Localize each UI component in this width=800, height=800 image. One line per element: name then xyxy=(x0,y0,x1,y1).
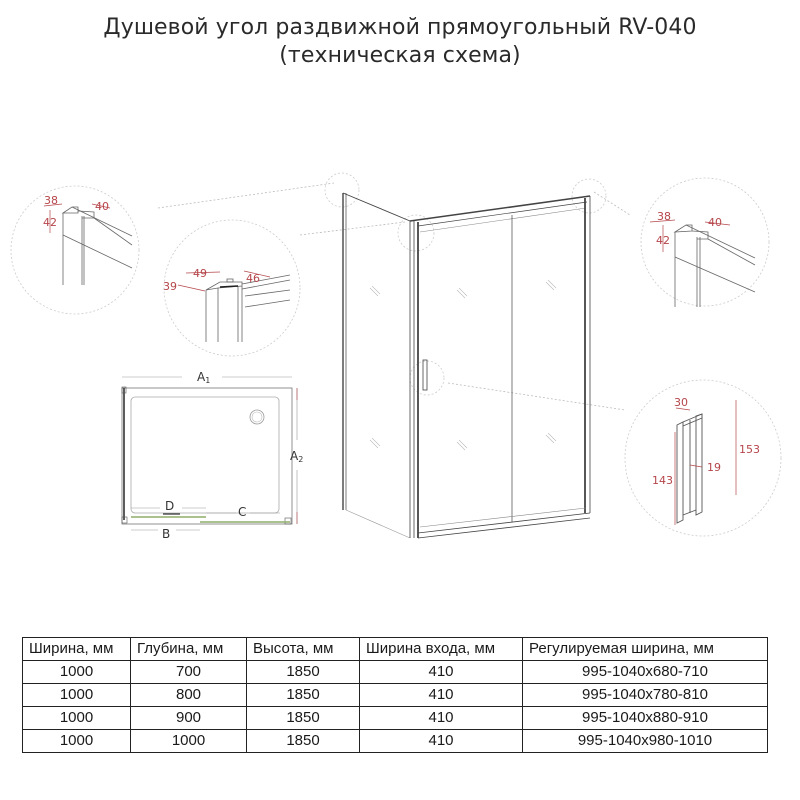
header-depth: Глубина, мм xyxy=(131,638,247,661)
dim-42-right: 42 xyxy=(656,234,670,247)
dim-38-right: 38 xyxy=(657,210,671,223)
label-c: C xyxy=(238,505,247,519)
table-row xyxy=(23,684,768,707)
cell: 1850 xyxy=(247,707,360,730)
header-entry-width: Ширина входа, мм xyxy=(360,638,523,661)
cell: 700 xyxy=(131,661,247,684)
cell: 1000 xyxy=(23,661,131,684)
header-height: Высота, мм xyxy=(247,638,360,661)
title-line-2: (техническая схема) xyxy=(279,43,521,68)
callout-top-right-profile xyxy=(641,178,769,307)
spec-table xyxy=(22,637,768,753)
cell: 1000 xyxy=(131,730,247,753)
dim-42-left: 42 xyxy=(43,216,57,229)
label-b: B xyxy=(162,527,171,541)
label-a2: A2 xyxy=(290,449,304,464)
dim-153: 153 xyxy=(739,443,760,456)
dim-30: 30 xyxy=(674,396,688,409)
callout-door-profile xyxy=(163,220,300,356)
dim-143: 143 xyxy=(652,474,673,487)
cell: 410 xyxy=(360,730,523,753)
table-header-row xyxy=(23,638,768,661)
table-row xyxy=(23,707,768,730)
label-d: D xyxy=(165,499,175,513)
dim-38-left: 38 xyxy=(44,194,58,207)
header-width: Ширина, мм xyxy=(23,638,131,661)
dim-19: 19 xyxy=(707,461,721,474)
table-row xyxy=(23,730,768,753)
cell: 995-1040x880-910 xyxy=(523,707,768,730)
cell: 1850 xyxy=(247,684,360,707)
dim-40-right: 40 xyxy=(708,216,722,229)
callout-handle xyxy=(625,380,781,536)
callout-top-left-profile xyxy=(11,186,139,314)
leader-lines xyxy=(158,183,630,410)
title-line-1: Душевой угол раздвижной прямоугольный RV-040 xyxy=(103,15,697,40)
cell: 995-1040x780-810 xyxy=(523,684,768,707)
cell: 410 xyxy=(360,684,523,707)
cell: 410 xyxy=(360,661,523,684)
label-a1: A1 xyxy=(197,370,211,385)
cell: 1850 xyxy=(247,730,360,753)
dim-49: 49 xyxy=(193,267,207,280)
plan-view xyxy=(122,370,303,541)
shower-enclosure xyxy=(325,173,606,538)
cell: 900 xyxy=(131,707,247,730)
cell: 1850 xyxy=(247,661,360,684)
cell: 995-1040x980-1010 xyxy=(523,730,768,753)
cell: 1000 xyxy=(23,707,131,730)
header-adjustable-width: Регулируемая ширина, мм xyxy=(523,638,768,661)
dim-46: 46 xyxy=(246,272,260,285)
cell: 1000 xyxy=(23,730,131,753)
cell: 995-1040x680-710 xyxy=(523,661,768,684)
cell: 1000 xyxy=(23,684,131,707)
cell: 800 xyxy=(131,684,247,707)
cell: 410 xyxy=(360,707,523,730)
table-row xyxy=(23,661,768,684)
dim-40-left: 40 xyxy=(95,200,109,213)
dim-39: 39 xyxy=(163,280,177,293)
